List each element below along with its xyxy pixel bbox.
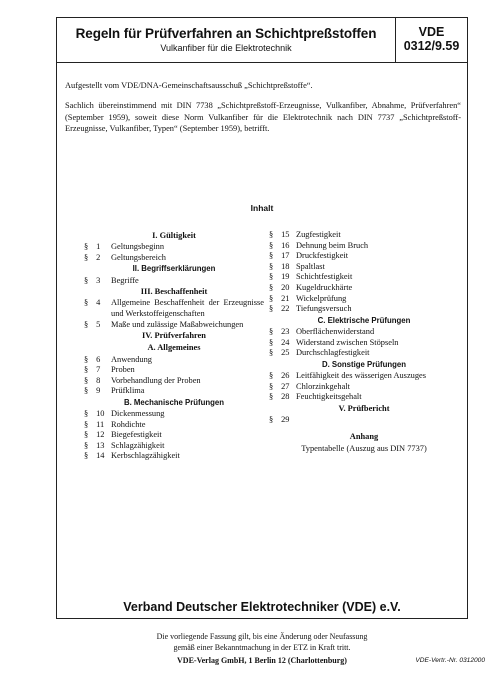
toc-entry-title: Kerbschlagzähigkeit [111,451,180,461]
toc-entry-number: § 21 [269,293,290,303]
toc-entry-number: § 11 [84,419,105,429]
section-symbol: § [84,440,89,450]
toc-entry-title: Prüfklima [111,386,145,396]
toc-entry [269,262,459,273]
section-symbol: § [269,381,274,391]
toc-entry-number: § 18 [269,261,290,271]
section-symbol: § [84,242,89,252]
section-symbol: § [269,272,274,282]
toc-entry [269,251,459,262]
toc-entry-number: § 27 [269,381,290,391]
toc-entry-title: Vorbehandlung der Proben [111,375,201,385]
toc-entry [269,283,459,294]
toc-entry-number: § 22 [269,304,290,314]
toc-entry-number: § 17 [269,251,290,261]
toc-entry [269,392,459,403]
section-symbol: § [269,370,274,380]
document-header [57,18,467,63]
validity-note [56,631,468,653]
document-title: Regeln für Prüfverfahren an Schichtpreßstoffen [75,26,377,41]
toc-entry-number: § 26 [269,370,290,380]
toc-entry [84,355,264,366]
toc-section-heading: I. Gültigkeit [152,231,196,240]
section-symbol: § [269,337,274,347]
toc-entry-number: § 14 [84,451,105,461]
validity-note-line-1: Die vorliegende Fassung gilt, bis eine Änderung oder Neufassung [156,632,368,641]
toc-entry-number: § 1 [84,242,101,252]
toc-entry-number: § 10 [84,409,105,419]
section-symbol: § [84,409,89,419]
section-symbol: § [269,240,274,250]
toc-entry-number: § 4 [84,298,101,308]
toc-section-heading: III. Beschaffenheit [140,287,208,297]
toc-entry-title: Feuchtigkeitsgehalt [296,392,362,402]
toc-entry-number: § 28 [269,392,290,402]
toc-entry [84,420,264,431]
toc-section-heading: IV. Prüfverfahren [142,331,206,341]
toc-entry [84,276,264,287]
toc-entry-number: § 19 [269,272,290,282]
toc-entry [84,409,264,420]
toc-entry [269,338,459,349]
toc-entry [269,272,459,283]
toc-entry-number: § 2 [84,252,101,262]
document-subtitle: Vulkanfiber für die Elektrotechnik [160,43,292,53]
toc-entry-title: Geltungsbeginn [111,242,165,252]
toc-entry-number: § 16 [269,240,290,250]
toc-entry [84,242,264,253]
toc-entry-number: § 12 [84,430,105,440]
toc-entry-title: Schlagzähigkeit [111,440,165,450]
toc-entry-number: § 5 [84,319,101,329]
validity-note-line-2: gemäß einer Bekanntmachung in der ETZ in Kraft tritt. [173,643,351,652]
intro-paragraph-1: Aufgestellt vom VDE/DNA-Gemeinschaftsausschuß „Schichtpreßstoffe“. [65,81,313,90]
toc-entry-title: Maße und zulässige Maßabweichungen [111,319,244,329]
toc-entry-number: § 13 [84,440,105,450]
vertr-number: VDE-Vertr.-Nr. 0312000 [415,657,485,664]
toc-appendix-entry: Typentabelle (Auszug aus DIN 7737) [301,443,427,453]
doc-number: 0312/9.59 [403,39,460,53]
toc-entry-title: Tiefungsversuch [296,304,352,314]
toc-entry-title: Wickelprüfung [296,293,347,303]
section-symbol: § [84,430,89,440]
toc-entry-number: § 23 [269,326,290,336]
title-box [57,18,396,62]
toc-entry-number: § 6 [84,354,101,364]
toc-entry-title: Dehnung beim Bruch [296,240,369,250]
intro-paragraph-2: Sachlich übereinstimmend mit DIN 7738 „Schichtpreßstoff-Erzeugnisse, Vulkanfiber, Abnahme, Prüfverfahren“ (September 1959), soweit diese Norm Vulkanfiber für die Elektrotechnik nach DIN 7737 „Schichtpreßstoff-Erzeugnisse, Vulkanfiber, Typen“ (September 1959), betrifft. [65,101,461,133]
publisher: VDE-Verlag GmbH, 1 Berlin 12 (Charlottenburg) [177,656,347,665]
toc-entry [84,441,264,452]
section-symbol: § [269,392,274,402]
toc-entry-title: Begriffe [111,275,139,285]
toc-entry [84,386,264,397]
toc-section-heading: C. Elektrische Prüfungen [317,315,411,325]
toc-section-heading: D. Sonstige Prüfungen [321,359,407,369]
section-symbol: § [84,419,89,429]
toc-entry-number: § 29 [269,414,290,424]
section-symbol: § [269,230,274,239]
document-frame [56,17,468,619]
toc-entry-title: Kugeldruckhärte [296,282,353,292]
toc-entry [269,415,459,426]
toc-entry [84,451,264,462]
toc-entry [84,298,264,319]
toc-entry-title: Chlorzinkgehalt [296,381,350,391]
toc-entry-title: Druckfestigkeit [296,251,349,261]
toc-entry-number: § 24 [269,337,290,347]
toc-entry [269,230,459,241]
toc-entry-title: Dickenmessung [111,409,165,419]
toc-entry-title: Schichtfestigkeit [296,272,353,282]
section-symbol: § [84,319,89,329]
toc-entry [269,241,459,252]
organization-name: Verband Deutscher Elektrotechniker (VDE) e.V. [123,600,401,614]
toc-entry-title: Zugfestigkeit [296,230,341,239]
org-code: VDE [418,25,445,39]
toc-entry [84,376,264,387]
toc-entry-title: Allgemeine Beschaffenheit der Erzeugnisse und Werkstoffeigenschaften [111,298,264,318]
toc-entry-number: § 25 [269,348,290,358]
section-symbol: § [269,251,274,261]
section-symbol: § [84,354,89,364]
section-symbol: § [269,293,274,303]
toc-entry [84,430,264,441]
toc-section-heading: V. Prüfbericht [338,403,390,413]
toc-entry [269,382,459,393]
toc-entry-number: § 20 [269,282,290,292]
section-symbol: § [84,386,89,396]
toc-section-heading: A. Allgemeines [147,343,201,353]
toc-entry-number: § 9 [84,386,101,396]
toc-entry-title: Spaltlast [296,261,325,271]
section-symbol: § [84,298,89,308]
toc-entry [84,365,264,376]
toc-entry [269,348,459,359]
section-symbol: § [269,414,274,424]
section-symbol: § [84,365,89,375]
toc-entry-title: Geltungsbereich [111,252,166,262]
toc-entry-number: § 3 [84,275,101,285]
toc-entry [269,294,459,305]
section-symbol: § [84,375,89,385]
section-symbol: § [84,252,89,262]
toc-right-column [269,230,459,454]
section-symbol: § [269,348,274,358]
toc-entry-title: Durchschlagfestigkeit [296,348,370,358]
toc-entry-number: § 8 [84,375,101,385]
section-symbol: § [269,282,274,292]
document-id-box [396,18,467,62]
toc-entry [269,327,459,338]
toc-title: Inhalt [250,203,274,213]
toc-section-heading: II. Begriffserklärungen [132,264,216,274]
toc-section-heading: B. Mechanische Prüfungen [123,397,225,407]
section-symbol: § [269,261,274,271]
toc-entry [84,253,264,264]
toc-entry-title: Leitfähigkeit des wässerigen Auszuges [296,370,427,380]
toc-entry-number: § 15 [269,230,290,239]
toc-entry [269,304,459,315]
section-symbol: § [269,304,274,314]
toc-left-column [84,230,264,462]
section-symbol: § [269,326,274,336]
toc-entry-title: Oberflächenwiderstand [296,326,375,336]
section-symbol: § [84,275,89,285]
toc-entry-title: Proben [111,365,135,375]
toc-section-heading: Anhang [349,432,379,442]
toc-entry-title: Rohdichte [111,419,146,429]
toc-entry-number: § 7 [84,365,101,375]
section-symbol: § [84,451,89,461]
toc-entry-title: Anwendung [111,354,152,364]
toc-entry-title: Widerstand zwischen Stöpseln [296,337,399,347]
toc-entry [269,371,459,382]
toc-entry-title: Biegefestigkeit [111,430,162,440]
toc-entry [84,320,264,331]
